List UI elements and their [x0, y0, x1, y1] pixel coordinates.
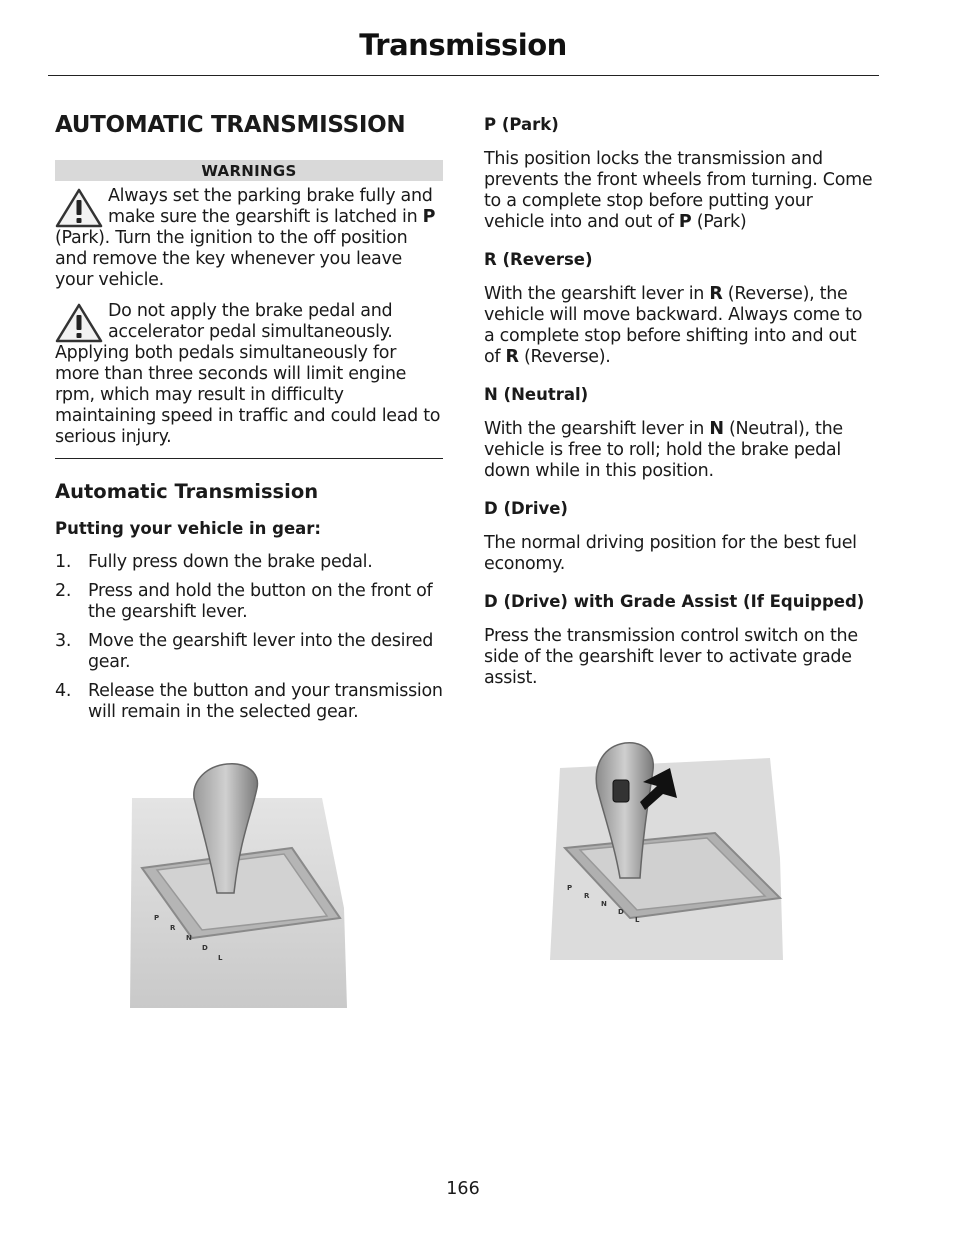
neutral-text-a: With the gearshift lever in [484, 419, 710, 439]
neutral-text-b: (Neutral), the vehicle is free to roll; hold the brake pedal down while in this position. [484, 419, 843, 481]
page-title: Transmission [359, 28, 567, 62]
subsection-title: Automatic Transmission [55, 480, 319, 503]
gearshift-illustration [122, 758, 350, 1018]
warning-1 [55, 186, 443, 291]
steps-list [55, 552, 443, 723]
step-text: Press and hold the button on the front of the gearshift lever. [88, 581, 433, 622]
reverse-gear: R [709, 284, 723, 304]
section-title: AUTOMATIC TRANSMISSION [55, 112, 406, 138]
reverse-gear-2: R [505, 347, 519, 367]
warning-triangle-icon [55, 303, 103, 343]
gear-letter: N [601, 900, 607, 908]
gear-letter: L [218, 954, 223, 962]
neutral-text [484, 419, 876, 482]
gearshift-grade-assist-illustration [545, 738, 785, 963]
drive-text: The normal driving position for the best fuel economy. [484, 533, 857, 574]
gear-letter: L [635, 916, 640, 924]
reverse-text-c: (Reverse). [518, 347, 611, 367]
page-number: 166 [446, 1179, 480, 1199]
warning-1-text-b: (Park). Turn the ignition to the off position and remove the key whenever you leave your vehicle. [55, 228, 408, 290]
gear-letter: D [202, 944, 208, 952]
park-heading: P (Park) [484, 115, 559, 134]
list-item [55, 631, 443, 673]
park-text [484, 149, 876, 233]
list-item [55, 552, 443, 573]
list-item [55, 681, 443, 723]
gear-letter: P [567, 884, 573, 892]
grade-assist-switch [613, 780, 629, 802]
reverse-text-a: With the gearshift lever in [484, 284, 710, 304]
neutral-heading: N (Neutral) [484, 385, 589, 404]
step-text: Fully press down the brake pedal. [88, 552, 373, 572]
park-gear: P [678, 212, 692, 232]
left-column [55, 112, 443, 731]
steps-title: Putting your vehicle in gear: [55, 519, 322, 538]
reverse-text-b: (Reverse), the vehicle will move backward. Always come to a complete stop before shifting into and out of [484, 284, 863, 367]
gear-letter: R [170, 924, 176, 932]
warning-2-text: Do not apply the brake pedal and accelerator pedal simultaneously. Applying both pedals simultaneously for more than three seconds will limit engine rpm, which may result in difficulty maintaining speed in traffic and could lead to serious injury. [55, 301, 441, 447]
warning-triangle-icon [55, 188, 103, 228]
warnings-header: WARNINGS [55, 160, 443, 181]
step-number: 2. [55, 581, 72, 601]
title-divider [48, 75, 879, 76]
right-column [484, 114, 876, 705]
grade-assist-text: Press the transmission control switch on the side of the gearshift lever to activate grade assist. [484, 626, 858, 688]
list-item [55, 581, 443, 623]
neutral-gear: N [709, 419, 724, 439]
gear-letter: P [154, 914, 160, 922]
park-text-a: This position locks the transmission and prevents the front wheels from turning. Come to a complete stop before putting your vehicle into and out of [484, 149, 873, 232]
warning-1-text-a: Always set the parking brake fully and make sure the gearshift is latched in [108, 186, 433, 227]
warning-1-gear: P [422, 207, 436, 227]
park-text-b: (Park) [691, 212, 747, 232]
step-number: 3. [55, 631, 72, 651]
step-text: Move the gearshift lever into the desired gear. [88, 631, 434, 672]
drive-heading: D (Drive) [484, 499, 568, 518]
warnings-divider [55, 458, 443, 459]
step-number: 4. [55, 681, 72, 701]
grade-assist-heading: D (Drive) with Grade Assist (If Equipped) [484, 592, 865, 611]
warning-2 [55, 301, 443, 448]
gear-letter: N [186, 934, 192, 942]
reverse-text [484, 284, 876, 368]
reverse-heading: R (Reverse) [484, 250, 593, 269]
step-number: 1. [55, 552, 72, 572]
gear-letter: R [584, 892, 590, 900]
step-text: Release the button and your transmission will remain in the selected gear. [88, 681, 443, 722]
gear-letter: D [618, 908, 624, 916]
